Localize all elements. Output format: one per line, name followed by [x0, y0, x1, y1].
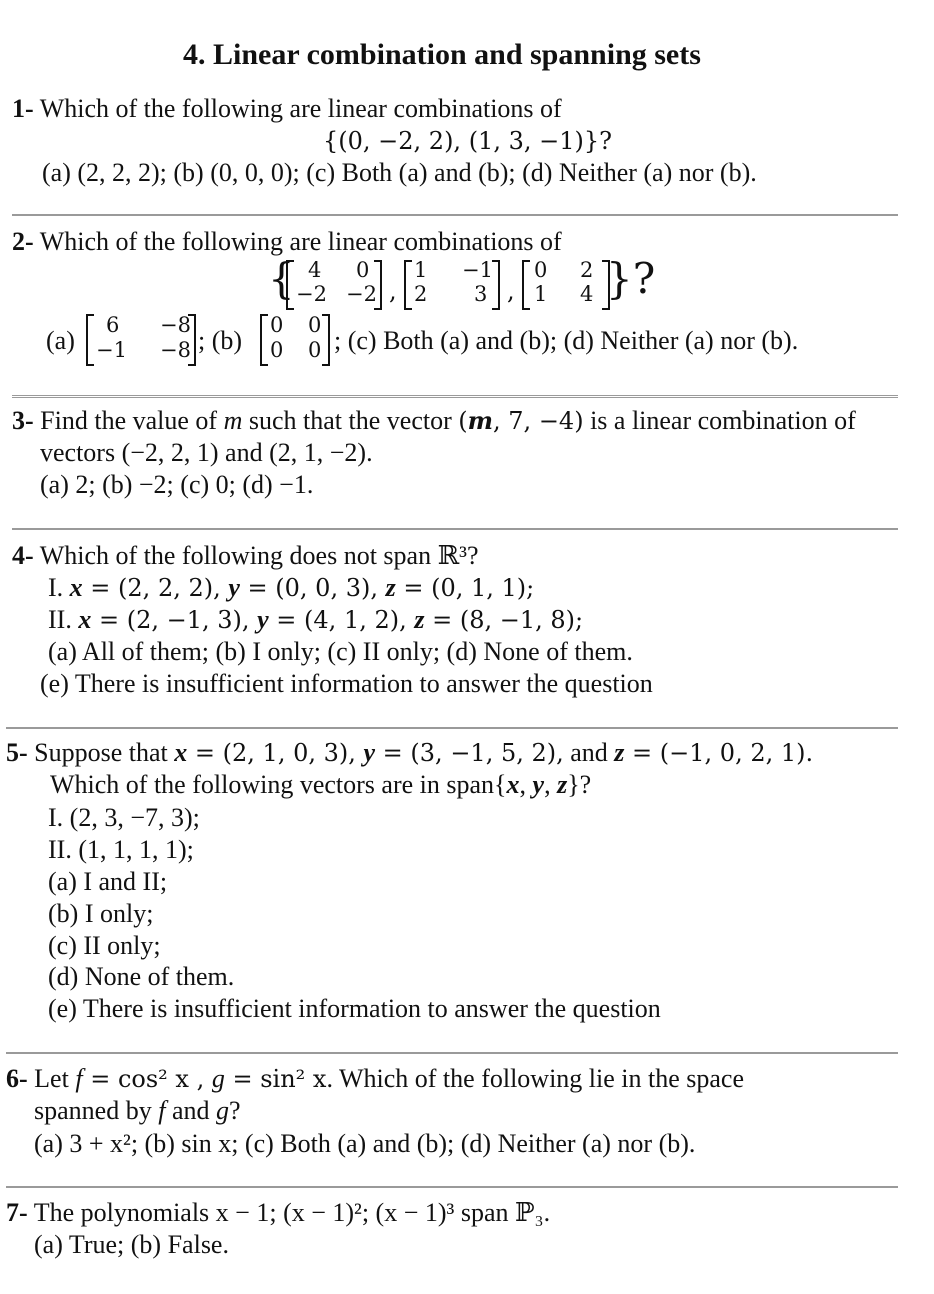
q5-text: Suppose that — [27, 738, 175, 767]
value: (2, 1, 0, 3), — [222, 739, 364, 767]
bracket-left — [86, 314, 94, 366]
q1-stem-line — [12, 94, 562, 124]
q5-choice-c: (c) II only; — [48, 931, 161, 960]
value: (0, 1, 1); — [431, 574, 535, 602]
q3-vector-open: ( — [458, 407, 468, 435]
var-f: f — [75, 1064, 83, 1093]
q5-text: }? — [567, 770, 592, 799]
q5-option-ii: II. (1, 1, 1, 1); — [48, 835, 194, 864]
q6-text: Let — [27, 1064, 76, 1093]
q3-var-m: m — [223, 406, 243, 435]
matrix-cell: 0 — [356, 258, 370, 282]
q6-line-1 — [6, 1064, 744, 1094]
q5-text: Which of the following vectors are in span{ — [50, 770, 507, 799]
equals: = — [624, 739, 660, 767]
equals: = — [224, 1065, 261, 1093]
value: (8, −1, 8); — [459, 606, 584, 634]
q2-comma: , — [389, 277, 397, 305]
equals: = — [268, 606, 305, 634]
page-title: 4. Linear combination and spanning sets — [183, 38, 701, 71]
matrix-cell: 1 — [414, 258, 428, 282]
divider — [6, 727, 898, 729]
q2-choices-tail: ; (c) Both (a) and (b); (d) Neither (a) nor (b). — [334, 326, 799, 355]
q3-line-1 — [12, 406, 856, 436]
equals: = — [395, 574, 432, 602]
separator: , — [519, 770, 533, 799]
matrix-cell: −8 — [160, 338, 191, 362]
q5-option-i: I. (2, 3, −7, 3); — [48, 803, 200, 832]
q2-matrix-3 — [522, 260, 614, 310]
var-z: z — [614, 738, 625, 767]
equals: = — [82, 574, 119, 602]
q6-choices: (a) 3 + x²; (b) sin x; (c) Both (a) and (b); (d) Neither (a) nor (b). — [34, 1129, 696, 1158]
matrix-cell: 0 — [270, 313, 284, 337]
var-y: y — [363, 738, 376, 767]
divider — [6, 1052, 898, 1054]
expression: sin² x — [260, 1065, 327, 1093]
equals: = — [424, 606, 460, 634]
var-y: y — [532, 770, 545, 799]
q1-stem: Which of the following are linear combinations of — [33, 94, 562, 123]
bracket-right — [322, 314, 330, 366]
q4-choices: (a) All of them; (b) I only; (c) II only; (d) None of them. — [48, 637, 633, 666]
q2-stem: Which of the following are linear combinations of — [33, 227, 562, 256]
q6-text: . Which of the following lie in the space — [326, 1064, 745, 1093]
q3-text: is a linear combination of — [583, 406, 856, 435]
q7-number: 7- — [6, 1198, 28, 1227]
q3-vector-m: m — [467, 406, 494, 435]
matrix-cell: 2 — [414, 282, 428, 306]
matrix-cell: 0 — [534, 258, 548, 282]
q4-i-label: I. — [48, 573, 64, 602]
var-x: x — [78, 605, 92, 634]
q2-number: 2- — [12, 227, 34, 256]
separator: , — [188, 1065, 212, 1093]
matrix-cell: −8 — [160, 313, 191, 337]
matrix-cell: 0 — [308, 313, 322, 337]
var-g: g — [215, 1096, 229, 1125]
q3-choices: (a) 2; (b) −2; (c) 0; (d) −1. — [40, 470, 314, 499]
q7-choices: (a) True; (b) False. — [34, 1230, 229, 1259]
equals: = — [187, 739, 223, 767]
q4-number: 4- — [12, 541, 34, 570]
matrix-cell: −2 — [296, 282, 327, 306]
q5-choice-e: (e) There is insufficient information to answer the question — [48, 994, 661, 1023]
q3-number: 3- — [12, 406, 34, 435]
q6-number: 6- — [6, 1064, 28, 1093]
q2-a-label: (a) — [46, 326, 75, 355]
q6-line-2 — [34, 1096, 241, 1126]
bracket-left — [260, 314, 268, 366]
q7-stem-line — [6, 1198, 550, 1228]
var-y: y — [257, 605, 269, 634]
var-f: f — [158, 1096, 166, 1125]
q4-option-i — [48, 573, 534, 603]
matrix-cell: −2 — [346, 282, 377, 306]
q2-b-label: ; (b) — [198, 326, 243, 355]
equals: = — [82, 1065, 118, 1093]
bracket-left — [286, 260, 294, 310]
matrix-cell: 6 — [106, 313, 120, 337]
value: (2, −1, 3), — [126, 606, 258, 634]
matrix-cell: 4 — [580, 282, 594, 306]
q6-text: ? — [228, 1096, 241, 1125]
q1-choices: (a) (2, 2, 2); (b) (0, 0, 0); (c) Both (a) and (b); (d) Neither (a) nor (b). — [42, 158, 757, 187]
q5-choice-b: (b) I only; — [48, 899, 154, 928]
q4-stem: Which of the following does not span ℝ³? — [33, 541, 479, 570]
matrix-cell: 2 — [580, 258, 594, 282]
matrix-cell: −1 — [462, 258, 493, 282]
q2-matrix-b — [260, 314, 330, 366]
value: (2, 2, 2), — [118, 574, 229, 602]
q3-vector-rest: , 7, −4) — [493, 407, 584, 435]
matrix-cell: 0 — [270, 338, 284, 362]
divider — [12, 214, 898, 216]
q2-stem-line — [12, 227, 562, 257]
bracket-right — [374, 260, 382, 310]
q2-comma: , — [507, 277, 515, 305]
q5-number: 5- — [6, 738, 28, 767]
q3-text: such that the vector — [242, 406, 459, 435]
var-z: z — [385, 573, 396, 602]
q5-line-1 — [6, 738, 813, 768]
q4-option-ii — [48, 605, 583, 635]
q5-choice-d: (d) None of them. — [48, 962, 235, 991]
var-x: x — [174, 738, 188, 767]
q4-choice-e: (e) There is insufficient information to answer the question — [40, 669, 653, 698]
var-z: z — [557, 770, 568, 799]
value: (3, −1, 5, 2), — [410, 739, 564, 767]
q6-text: and — [165, 1096, 216, 1125]
q3-vector — [458, 407, 583, 435]
separator: , — [544, 770, 558, 799]
var-g: g — [211, 1064, 225, 1093]
q2-right-brace: }? — [606, 254, 656, 303]
var-x: x — [69, 573, 83, 602]
q7-stem: The polynomials x − 1; (x − 1)²; (x − 1)³ span ℙ₃. — [27, 1198, 551, 1227]
bracket-left — [404, 260, 412, 310]
value: (−1, 0, 2, 1). — [659, 739, 814, 767]
matrix-cell: 4 — [308, 258, 322, 282]
value: (0, 0, 3), — [275, 574, 386, 602]
equals: = — [375, 739, 411, 767]
expression: cos² x — [117, 1065, 189, 1093]
bracket-right — [188, 314, 196, 366]
matrix-cell: −1 — [96, 338, 127, 362]
q1-set: {(0, −2, 2), (1, 3, −1)}? — [323, 127, 612, 155]
matrix-cell: 1 — [534, 282, 548, 306]
q4-stem-line — [12, 541, 479, 571]
divider — [6, 1186, 898, 1188]
q5-text: and — [563, 738, 615, 767]
var-z: z — [414, 605, 425, 634]
equals: = — [239, 574, 276, 602]
matrix-cell: 0 — [308, 338, 322, 362]
q3-line-2: vectors (−2, 2, 1) and (2, 1, −2). — [40, 438, 373, 467]
var-y: y — [228, 573, 240, 602]
q2-matrix-1 — [286, 260, 386, 310]
q2-left-brace: { — [268, 254, 295, 303]
q6-text: spanned by — [34, 1096, 159, 1125]
value: (4, 1, 2), — [304, 606, 415, 634]
q3-text: Find the value of — [33, 406, 224, 435]
equals: = — [91, 606, 127, 634]
q2-matrix-a — [86, 314, 196, 366]
divider — [12, 528, 898, 530]
q5-choice-a: (a) I and II; — [48, 867, 168, 896]
var-x: x — [506, 770, 520, 799]
matrix-cell: 3 — [474, 282, 488, 306]
q1-number: 1- — [12, 94, 34, 123]
q2-matrix-2 — [404, 260, 504, 310]
q4-ii-label: II. — [48, 605, 72, 634]
bracket-left — [522, 260, 530, 310]
bracket-right — [492, 260, 500, 310]
q5-line-2 — [50, 770, 591, 800]
divider — [12, 395, 898, 400]
